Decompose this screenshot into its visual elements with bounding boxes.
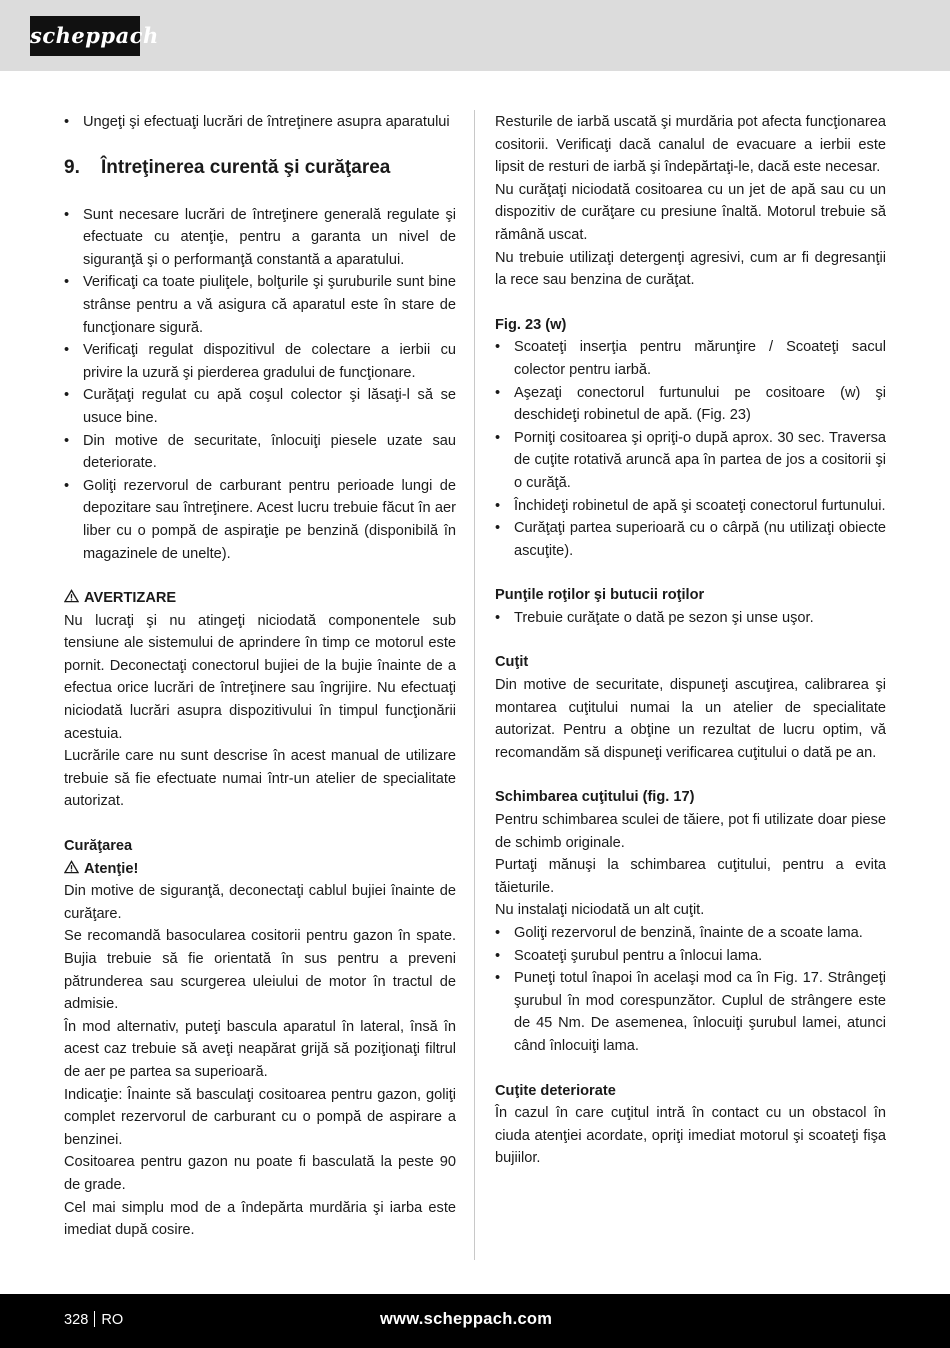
warning-triangle-icon xyxy=(64,589,79,603)
blade-change-heading: Schimbarea cuţitului (fig. 17) xyxy=(495,789,695,806)
blade-heading: Cuţit xyxy=(495,654,529,671)
right-column xyxy=(495,111,886,1170)
list-item: • Porniţi cositoarea şi opriţi-o după aprox. 30 sec. Traversa de cuţite rotativă aruncă apa în partea de jos a cositorii şi o curăţă. xyxy=(495,427,886,495)
list-item: • Curăţaţi regulat cu apă coşul colector şi lăsaţi-l să se usuce bine. xyxy=(64,384,456,429)
paragraph: Nu trebuie utilizaţi detergenţi agresivi, cum ar fi degresanţii la rece sau benzina de curăţat. xyxy=(495,249,886,289)
warning-title: AVERTIZARE xyxy=(84,590,177,607)
warning-paragraph: Lucrările care nu sunt descrise în acest manual de utilizare trebuie să fie efectuate numai într-un atelier de specialitate autorizat. xyxy=(64,748,456,810)
list-item: • Verificaţi ca toate piuliţele, bolţurile şi şuruburile sunt bine strânse pentru a vă asigura că aparatul este în stare de funcţionare sigură. xyxy=(64,271,456,339)
cleaning-paragraph: Indicaţie: Înainte să basculaţi cositoarea pentru gazon, goliţi complet rezervorul de carburant cu o pompă de aspirare a benzinei. xyxy=(64,1086,456,1148)
damaged-blades-paragraph: În cazul în care cuţitul intră în contact cu un obstacol în ciuda atenţiei acordate, opriţi imediat motorul şi scoateţi fişa bujiilor. xyxy=(495,1105,886,1167)
cleaning-paragraph: Cositoarea pentru gazon nu poate fi basculată la peste 90 de grade. xyxy=(64,1154,456,1193)
header-band xyxy=(0,0,950,71)
list-item: • Goliţi rezervorul de carburant pentru perioade lungi de depozitare sau întreţinere. Acest lucru trebuie făcut în aer liber cu o pompă de aspiraţie pe benzină (disponibilă în magazinele de unelte). xyxy=(64,475,456,565)
website-url: www.scheppach.com xyxy=(380,1310,553,1328)
section-heading xyxy=(64,156,456,180)
list-item: • Verificaţi regulat dispozitivul de colectare a ierbii cu privire la uzură şi pierderea gradului de funcţionare. xyxy=(64,339,456,384)
list-item: • Din motive de securitate, înlocuiţi piesele uzate sau deteriorate. xyxy=(64,430,456,475)
attention-heading xyxy=(64,858,456,881)
paragraph: Purtaţi mănuşi la schimbarea cuţitului, pentru a evita tăieturile. xyxy=(495,857,886,896)
section-number: 9. xyxy=(64,156,80,178)
page-number-value: 328 xyxy=(64,1312,89,1328)
scheppach-logo: scheppach xyxy=(30,16,140,56)
cleaning-heading: Curăţarea xyxy=(64,838,133,855)
cleaning-paragraph: Din motive de siguranţă, deconectaţi cablul bujiei înainte de curăţare. xyxy=(64,883,456,922)
list-item: • Ungeţi şi efectuaţi lucrări de întreţinere asupra aparatului xyxy=(64,111,456,134)
page-number xyxy=(64,1310,123,1330)
list-item: • Puneţi totul înapoi în acelaşi mod ca în Fig. 17. Strângeţi şurubul în mod corespunzător. Cuplul de strângere este de 45 Nm. De asemenea, înlocuiţi şurubul lamei, atunci când înlocuiţi lama. xyxy=(495,967,886,1057)
language-code: RO xyxy=(101,1312,124,1328)
list-item: • Aşezaţi conectorul furtunului pe cositoare (w) şi deschideţi robinetul de apă. (Fig. 23) xyxy=(495,382,886,427)
cleaning-paragraph: Se recomandă basocularea cositorii pentru gazon în spate. Bujia trebuie să fie orientată în sus pentru a preveni pătrunderea sau scurgerea uleiului de motor în tractul de admisie. xyxy=(64,928,456,1013)
warning-paragraph: Nu lucraţi şi nu atingeţi niciodată componentele sub tensiune ale sistemului de aprindere în timp ce motorul este pornit. Deconectaţi conectorul bujiei de la bujie înainte de a efectua orice lucrări de întreţinere sau îngrijire. Nu efectuaţi niciodată lucrări asupra dispozitivului în timpul funcţionării acestuia. xyxy=(64,612,456,742)
paragraph: Nu curăţaţi niciodată cositoarea cu un jet de apă sau cu un dispozitiv de curăţare cu presiune înaltă. Motorul trebuie să rămână uscat. xyxy=(495,181,886,243)
list-item: • Trebuie curăţate o dată pe sezon şi unse uşor. xyxy=(495,607,886,630)
blade-paragraph: Din motive de securitate, dispuneţi ascuţirea, calibrarea şi montarea cuţitului numai la un atelier de specialitate autorizat. Pentru a obţine un rezultat de lucru optim, vă recomandăm să dispuneţi verificarea cuţitului o dată pe an. xyxy=(495,677,886,761)
cleaning-paragraph: Cel mai simplu mod de a îndepărta murdăria şi iarba este imediat după cosire. xyxy=(64,1199,456,1239)
warning-heading xyxy=(64,587,456,610)
section-title: Întreţinerea curentă şi curăţarea xyxy=(101,156,391,178)
list-item: • Închideţi robinetul de apă şi scoateţi conectorul furtunului. xyxy=(495,495,886,518)
list-item: • Curăţaţi partea superioară cu o cârpă (nu utilizaţi obiecte ascuţite). xyxy=(495,517,886,562)
column-divider xyxy=(474,110,475,1260)
list-item: • Goliţi rezervorul de benzină, înainte de a scoate lama. xyxy=(495,922,886,945)
paragraph: Nu instalaţi niciodată un alt cuţit. xyxy=(495,902,705,919)
warning-triangle-icon xyxy=(64,860,79,874)
list-item: • Sunt necesare lucrări de întreţinere generală regulate şi efectuate cu atenţie, pentru a garanta un nivel de siguranţă şi o performanţă constantă a aparatului. xyxy=(64,204,456,272)
footer-band xyxy=(0,1294,950,1348)
cleaning-paragraph: În mod alternativ, puteţi bascula aparatul în lateral, însă în acest caz trebuie să aveţi neapărat grijă să poziţionaţi filtrul de aer pe partea sa superioară. xyxy=(64,1018,456,1080)
paragraph: Resturile de iarbă uscată şi murdăria pot afecta funcţionarea cositorii. Verificaţi dacă canalul de evacuare a ierbii este lipsit de resturi de iarbă şi îndepărtaţi-le, dacă este necesar. xyxy=(495,114,886,176)
list-item: • Scoateţi inserţia pentru mărunţire / Scoateţi sacul colector pentru iarbă. xyxy=(495,336,886,381)
damaged-blades-heading: Cuţite deteriorate xyxy=(495,1082,616,1099)
fig23-heading: Fig. 23 (w) xyxy=(495,316,567,333)
wheels-heading: Punţile roţilor şi butucii roţilor xyxy=(495,587,705,604)
list-item: • Scoateţi şurubul pentru a înlocui lama. xyxy=(495,945,886,968)
attention-title: Atenţie! xyxy=(84,860,139,877)
left-column xyxy=(64,111,456,1242)
paragraph: Pentru schimbarea sculei de tăiere, pot fi utilizate doar piese de schimb originale. xyxy=(495,812,886,851)
